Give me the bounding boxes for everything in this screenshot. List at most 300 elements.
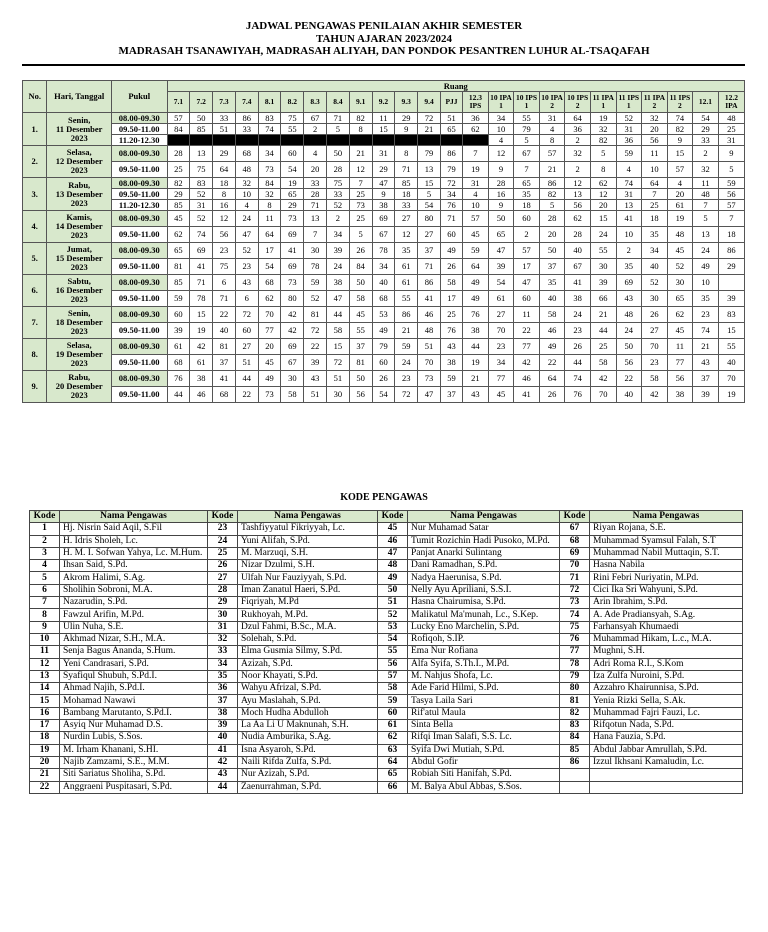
pengawas-kode: 49 xyxy=(378,572,408,584)
pengawas-kode: 23 xyxy=(208,523,238,535)
pengawas-code: 33 xyxy=(395,200,418,211)
pengawas-code: 81 xyxy=(213,339,236,355)
pengawas-code: 10 xyxy=(463,200,489,211)
pengawas-row xyxy=(30,658,743,670)
pengawas-code: 7 xyxy=(514,162,540,178)
room-header: 7.2 xyxy=(190,92,213,113)
pengawas-nama: Rofiqoh, S.IP. xyxy=(408,633,560,645)
time-slot: 09.50-11.00 xyxy=(111,259,167,275)
day-date-text: 15 Desember xyxy=(55,253,103,263)
pengawas-code: 49 xyxy=(258,371,281,387)
pengawas-code: 51 xyxy=(304,387,327,403)
pengawas-row xyxy=(30,781,743,793)
day-name: Kamis, xyxy=(66,212,93,222)
pengawas-code: 19 xyxy=(463,162,489,178)
pengawas-code: 80 xyxy=(418,211,441,227)
pengawas-code: 44 xyxy=(167,387,190,403)
pengawas-code: 8 xyxy=(258,200,281,211)
pengawas-nama: Syifa Dwi Mutiah, S.Pd. xyxy=(408,744,560,756)
pengawas-code: 9 xyxy=(488,162,514,178)
pengawas-code: 41 xyxy=(565,275,591,291)
pengawas-code: 27 xyxy=(642,323,668,339)
pengawas-nama: Dani Ramadhan, S.Pd. xyxy=(408,560,560,572)
pengawas-code: 25 xyxy=(349,211,372,227)
pengawas-row xyxy=(30,646,743,658)
day-number: 6. xyxy=(23,275,47,307)
pengawas-nama: Syafiqul Shubuh, S.Pd.I. xyxy=(60,670,208,682)
pengawas-code: 60 xyxy=(514,291,540,307)
pengawas-code: 34 xyxy=(440,189,462,200)
pengawas-code: 70 xyxy=(258,307,281,323)
pengawas-nama: Farhansyah Khumaedi xyxy=(590,621,743,633)
pengawas-kode: 19 xyxy=(30,744,60,756)
pengawas-code: 33 xyxy=(213,113,236,124)
pengawas-code: 29 xyxy=(718,259,744,275)
pengawas-code: 52 xyxy=(304,291,327,307)
pengawas-code: 57 xyxy=(718,200,744,211)
schedule-row xyxy=(23,211,745,227)
pengawas-code: 30 xyxy=(642,291,668,307)
pengawas-code: 34 xyxy=(642,243,668,259)
pengawas-code: 15 xyxy=(590,211,616,227)
pengawas-code: 51 xyxy=(213,124,236,135)
col-header-no: No. xyxy=(23,81,47,113)
day-date-text: 13 Desember xyxy=(55,188,103,199)
pengawas-code: 39 xyxy=(488,259,514,275)
pengawas-code: 50 xyxy=(190,113,213,124)
pengawas-code: 24 xyxy=(565,307,591,323)
pengawas-code: 29 xyxy=(372,162,395,178)
day-year: 2023 xyxy=(70,132,88,143)
pengawas-table xyxy=(29,510,743,794)
pengawas-code: 42 xyxy=(190,339,213,355)
pengawas-code: 64 xyxy=(642,178,668,189)
pengawas-code: 55 xyxy=(395,291,418,307)
pengawas-code: 70 xyxy=(642,339,668,355)
pengawas-code: 33 xyxy=(327,189,350,200)
pengawas-row xyxy=(30,535,743,547)
pengawas-code: 62 xyxy=(590,178,616,189)
pengawas-nama: Noor Khayati, S.Pd. xyxy=(238,670,378,682)
schedule-row xyxy=(23,135,745,146)
schedule-row xyxy=(23,339,745,355)
pengawas-code: 68 xyxy=(213,387,236,403)
day-date-text: 16 Desember xyxy=(55,285,103,295)
pengawas-code: 64 xyxy=(463,259,489,275)
pengawas-kode: 58 xyxy=(378,683,408,695)
pengawas-code: 44 xyxy=(590,323,616,339)
pengawas-code: 67 xyxy=(281,355,304,371)
pengawas-code: 5 xyxy=(693,211,719,227)
pengawas-code: 85 xyxy=(190,124,213,135)
pengawas-code: 77 xyxy=(258,323,281,339)
pengawas-nama: Izzul Ikhsani Kamaludin, Lc. xyxy=(590,756,743,768)
day-name: Senin, xyxy=(67,114,91,125)
pengawas-code: 79 xyxy=(418,146,441,162)
pengawas-code: 10 xyxy=(642,162,668,178)
day-number: 3. xyxy=(23,178,47,211)
pengawas-code: 57 xyxy=(514,243,540,259)
pengawas-code: 73 xyxy=(258,162,281,178)
pengawas-code: 71 xyxy=(395,162,418,178)
pengawas-code: 5 xyxy=(327,124,350,135)
pengawas-code: 84 xyxy=(349,259,372,275)
pengawas-code: 69 xyxy=(281,227,304,243)
day-number: 1. xyxy=(23,113,47,146)
pengawas-code: 38 xyxy=(667,387,693,403)
day-name: Rabu, xyxy=(68,372,91,382)
col-header-ruang: Ruang xyxy=(167,81,744,92)
pengawas-nama: Sholihin Sobroni, M.A. xyxy=(60,584,208,596)
pengawas-code: 42 xyxy=(590,371,616,387)
pengawas-code: 86 xyxy=(718,243,744,259)
pengawas-code: 60 xyxy=(440,227,462,243)
schedule-row xyxy=(23,243,745,259)
pengawas-code: 20 xyxy=(642,124,668,135)
pengawas-code: 37 xyxy=(349,339,372,355)
pengawas-code: 51 xyxy=(235,355,258,371)
pengawas-row xyxy=(30,670,743,682)
pengawas-code: 69 xyxy=(372,211,395,227)
pengawas-kode: 11 xyxy=(30,646,60,658)
pengawas-nama: Muhammad Fajri Fauzi, Lc. xyxy=(590,707,743,719)
pengawas-code: 4 xyxy=(616,162,642,178)
pengawas-nama: Azzahro Khairunnisa, S.Pd. xyxy=(590,683,743,695)
pengawas-nama: A. Ade Pradiansyah, S.Ag. xyxy=(590,609,743,621)
pengawas-code: 21 xyxy=(418,124,441,135)
pengawas-code: 39 xyxy=(327,243,350,259)
time-slot: 09.50-11.00 xyxy=(111,291,167,307)
pengawas-code: 2 xyxy=(693,146,719,162)
time-slot: 09.50-11.00 xyxy=(111,323,167,339)
pengawas-code: 57 xyxy=(463,211,489,227)
pengawas-code: 55 xyxy=(590,243,616,259)
pengawas-nama: Tumit Rozichin Hadi Pusoko, M.Pd. xyxy=(408,535,560,547)
blocked-cell xyxy=(372,135,395,146)
pengawas-code: 12 xyxy=(213,211,236,227)
pengawas-code: 45 xyxy=(463,227,489,243)
day-name: Jumat, xyxy=(66,244,92,254)
pengawas-nama: Azizah, S.Pd. xyxy=(238,658,378,670)
pengawas-code: 15 xyxy=(327,339,350,355)
pengawas-code: 26 xyxy=(440,259,462,275)
pengawas-code: 10 xyxy=(488,124,514,135)
pengawas-code: 24 xyxy=(616,323,642,339)
pengawas-code: 76 xyxy=(440,200,462,211)
pengawas-code: 54 xyxy=(418,200,441,211)
pengawas-code: 59 xyxy=(616,146,642,162)
room-header: PJJ xyxy=(440,92,462,113)
room-header: 10 IPA 1 xyxy=(488,92,514,113)
pengawas-code: 60 xyxy=(281,146,304,162)
pengawas-code: 62 xyxy=(565,211,591,227)
pengawas-kode: 42 xyxy=(208,756,238,768)
time-slot: 08.00-09.30 xyxy=(111,307,167,323)
pengawas-code: 64 xyxy=(539,371,565,387)
pengawas-code: 5 xyxy=(718,162,744,178)
pengawas-code: 85 xyxy=(395,178,418,189)
room-header: 8.1 xyxy=(258,92,281,113)
pengawas-code: 48 xyxy=(693,189,719,200)
pengawas-code: 58 xyxy=(590,355,616,371)
pengawas-code: 12 xyxy=(590,189,616,200)
pengawas-code: 20 xyxy=(258,339,281,355)
pengawas-kode: 36 xyxy=(208,683,238,695)
pengawas-code: 11 xyxy=(514,307,540,323)
pengawas-code: 58 xyxy=(440,275,462,291)
pengawas-row xyxy=(30,732,743,744)
pengawas-code: 36 xyxy=(616,135,642,146)
pengawas-code: 19 xyxy=(190,323,213,339)
pengawas-code: 8 xyxy=(395,146,418,162)
pengawas-code: 50 xyxy=(327,146,350,162)
pengawas-code: 76 xyxy=(463,307,489,323)
pengawas-code: 58 xyxy=(642,371,668,387)
pengawas-code: 7 xyxy=(304,227,327,243)
blocked-cell xyxy=(167,135,190,146)
nama-header: Nama Pengawas xyxy=(238,511,378,523)
day-date xyxy=(47,113,111,146)
time-slot: 11.20-12.30 xyxy=(111,200,167,211)
pengawas-code: 32 xyxy=(590,124,616,135)
pengawas-code: 77 xyxy=(514,339,540,355)
day-date-text: 18 Desember xyxy=(55,317,103,327)
pengawas-nama: Tasya Laila Sari xyxy=(408,695,560,707)
pengawas-code: 75 xyxy=(213,259,236,275)
schedule-row xyxy=(23,146,745,162)
pengawas-code: 67 xyxy=(304,113,327,124)
pengawas-code: 28 xyxy=(488,178,514,189)
pengawas-code: 48 xyxy=(418,323,441,339)
pengawas-code: 7 xyxy=(642,189,668,200)
pengawas-code: 23 xyxy=(213,243,236,259)
pengawas-code: 83 xyxy=(718,307,744,323)
pengawas-code: 41 xyxy=(418,291,441,307)
room-header: 12.3 IPS xyxy=(463,92,489,113)
pengawas-kode: 7 xyxy=(30,597,60,609)
pengawas-code: 86 xyxy=(539,178,565,189)
pengawas-code: 60 xyxy=(372,355,395,371)
pengawas-code: 10 xyxy=(693,275,719,291)
pengawas-code: 46 xyxy=(418,307,441,323)
day-number: 7. xyxy=(23,307,47,339)
pengawas-nama: Nazarudin, S.Pd. xyxy=(60,597,208,609)
pengawas-row xyxy=(30,707,743,719)
day-name: Senin, xyxy=(67,308,91,318)
pengawas-code: 4 xyxy=(304,146,327,162)
blocked-cell xyxy=(395,135,418,146)
pengawas-code: 62 xyxy=(167,227,190,243)
pengawas-code: 68 xyxy=(167,355,190,371)
pengawas-code: 47 xyxy=(418,387,441,403)
pengawas-code: 21 xyxy=(590,307,616,323)
pengawas-code: 24 xyxy=(693,243,719,259)
pengawas-kode: 20 xyxy=(30,756,60,768)
pengawas-kode: 74 xyxy=(560,609,590,621)
pengawas-kode: 38 xyxy=(208,707,238,719)
pengawas-code: 12 xyxy=(395,227,418,243)
pengawas-code: 74 xyxy=(565,371,591,387)
pengawas-code: 74 xyxy=(667,113,693,124)
pengawas-code: 30 xyxy=(590,259,616,275)
pengawas-code: 57 xyxy=(539,146,565,162)
pengawas-row xyxy=(30,744,743,756)
pengawas-code: 26 xyxy=(642,307,668,323)
pengawas-code: 70 xyxy=(718,371,744,387)
pengawas-code: 20 xyxy=(304,162,327,178)
title-divider xyxy=(22,64,745,66)
pengawas-code: 72 xyxy=(327,355,350,371)
pengawas-code: 24 xyxy=(590,227,616,243)
pengawas-code: 56 xyxy=(565,200,591,211)
pengawas-kode: 43 xyxy=(208,769,238,781)
room-header: 9.3 xyxy=(395,92,418,113)
kode-header: Kode xyxy=(208,511,238,523)
pengawas-nama: Muhammad Hikam, L.c., M.A. xyxy=(590,633,743,645)
pengawas-code: 46 xyxy=(514,371,540,387)
pengawas-code: 56 xyxy=(667,371,693,387)
pengawas-code: 35 xyxy=(395,243,418,259)
pengawas-nama: Nurdin Lubis, S.Sos. xyxy=(60,732,208,744)
pengawas-code: 73 xyxy=(349,200,372,211)
pengawas-code: 27 xyxy=(488,307,514,323)
pengawas-code: 68 xyxy=(235,146,258,162)
pengawas-kode: 82 xyxy=(560,707,590,719)
pengawas-code: 82 xyxy=(667,124,693,135)
day-year: 2023 xyxy=(70,230,88,240)
schedule-row xyxy=(23,227,745,243)
room-header: 8.2 xyxy=(281,92,304,113)
pengawas-code: 46 xyxy=(539,323,565,339)
day-date-text: 14 Desember xyxy=(55,221,103,231)
pengawas-nama: Siti Sariatus Sholiha, S.Pd. xyxy=(60,769,208,781)
pengawas-code: 38 xyxy=(440,355,462,371)
pengawas-code: 44 xyxy=(463,339,489,355)
pengawas-code: 79 xyxy=(440,162,462,178)
day-name: Selasa, xyxy=(66,147,92,157)
pengawas-code: 9 xyxy=(395,124,418,135)
pengawas-code: 69 xyxy=(281,339,304,355)
schedule-row xyxy=(23,259,745,275)
pengawas-nama: H. M. I. Sofwan Yahya, Lc. M.Hum. xyxy=(60,547,208,559)
pengawas-code: 13 xyxy=(693,227,719,243)
day-number: 2. xyxy=(23,146,47,178)
pengawas-code: 44 xyxy=(235,371,258,387)
pengawas-code: 50 xyxy=(539,243,565,259)
pengawas-code: 62 xyxy=(667,307,693,323)
pengawas-code: 56 xyxy=(718,189,744,200)
pengawas-code: 75 xyxy=(281,113,304,124)
pengawas-code: 54 xyxy=(372,387,395,403)
pengawas-code: 70 xyxy=(418,355,441,371)
pengawas-code: 57 xyxy=(667,162,693,178)
pengawas-code: 5 xyxy=(418,189,441,200)
pengawas-row xyxy=(30,720,743,732)
pengawas-kode: 53 xyxy=(378,621,408,633)
pengawas-nama: Moch Hudha Abdulloh xyxy=(238,707,378,719)
pengawas-code: 56 xyxy=(213,227,236,243)
pengawas-code: 28 xyxy=(539,211,565,227)
pengawas-code: 55 xyxy=(349,323,372,339)
day-year: 2023 xyxy=(70,262,88,272)
pengawas-code: 28 xyxy=(327,162,350,178)
day-date xyxy=(47,275,111,307)
pengawas-code: 73 xyxy=(258,387,281,403)
pengawas-code: 38 xyxy=(190,371,213,387)
pengawas-code: 40 xyxy=(213,323,236,339)
pengawas-kode: 5 xyxy=(30,572,60,584)
pengawas-row xyxy=(30,633,743,645)
pengawas-nama: Iza Zulfa Nuroini, S.Pd. xyxy=(590,670,743,682)
pengawas-code: 45 xyxy=(667,323,693,339)
pengawas-code: 38 xyxy=(463,323,489,339)
pengawas-code: 72 xyxy=(440,178,462,189)
pengawas-code: 81 xyxy=(304,307,327,323)
pengawas-nama: Fiqriyah, M.Pd xyxy=(238,597,378,609)
pengawas-code: 79 xyxy=(514,124,540,135)
pengawas-code: 23 xyxy=(488,339,514,355)
pengawas-code: 27 xyxy=(418,227,441,243)
pengawas-row xyxy=(30,584,743,596)
pengawas-code: 45 xyxy=(258,355,281,371)
pengawas-code: 49 xyxy=(463,291,489,307)
pengawas-kode: 26 xyxy=(208,560,238,572)
pengawas-code: 31 xyxy=(718,135,744,146)
blocked-cell xyxy=(190,135,213,146)
time-slot: 09.50-11.00 xyxy=(111,189,167,200)
pengawas-kode: 62 xyxy=(378,732,408,744)
pengawas-code: 30 xyxy=(281,371,304,387)
pengawas-code: 41 xyxy=(514,387,540,403)
pengawas-code: 43 xyxy=(235,275,258,291)
pengawas-code: 27 xyxy=(235,339,258,355)
pengawas-code: 11 xyxy=(667,339,693,355)
pengawas-code: 74 xyxy=(258,124,281,135)
pengawas-nama: M. Nahjus Shofa, Lc. xyxy=(408,670,560,682)
pengawas-code: 19 xyxy=(281,178,304,189)
pengawas-code: 21 xyxy=(349,146,372,162)
pengawas-nama: Zaenurrahman, S.Pd. xyxy=(238,781,378,793)
day-date-text: 20 Desember xyxy=(55,381,103,391)
day-number: 4. xyxy=(23,211,47,243)
pengawas-code: 34 xyxy=(372,259,395,275)
pengawas-nama: Ade Farid Hilmi, S.Pd. xyxy=(408,683,560,695)
pengawas-code: 15 xyxy=(418,178,441,189)
pengawas-code: 78 xyxy=(190,291,213,307)
pengawas-code: 77 xyxy=(667,355,693,371)
schedule-row xyxy=(23,387,745,403)
pengawas-code: 40 xyxy=(565,243,591,259)
pengawas-nama: Elma Gusmia Silmy, S.Pd. xyxy=(238,646,378,658)
pengawas-code: 7 xyxy=(349,178,372,189)
room-header: 7.3 xyxy=(213,92,236,113)
pengawas-code: 18 xyxy=(642,211,668,227)
pengawas-code: 65 xyxy=(667,291,693,307)
pengawas-code: 54 xyxy=(488,275,514,291)
pengawas-code: 24 xyxy=(235,211,258,227)
pengawas-code: 28 xyxy=(304,189,327,200)
pengawas-code: 23 xyxy=(565,323,591,339)
pengawas-code: 73 xyxy=(281,275,304,291)
pengawas-code: 30 xyxy=(304,243,327,259)
schedule-row xyxy=(23,113,745,124)
pengawas-nama: Muhammad Nabil Muttaqin, S.T. xyxy=(590,547,743,559)
schedule-table xyxy=(22,80,745,403)
pengawas-code: 52 xyxy=(667,259,693,275)
pengawas-code: 9 xyxy=(372,189,395,200)
pengawas-code: 32 xyxy=(642,113,668,124)
room-header: 10 IPS 1 xyxy=(514,92,540,113)
